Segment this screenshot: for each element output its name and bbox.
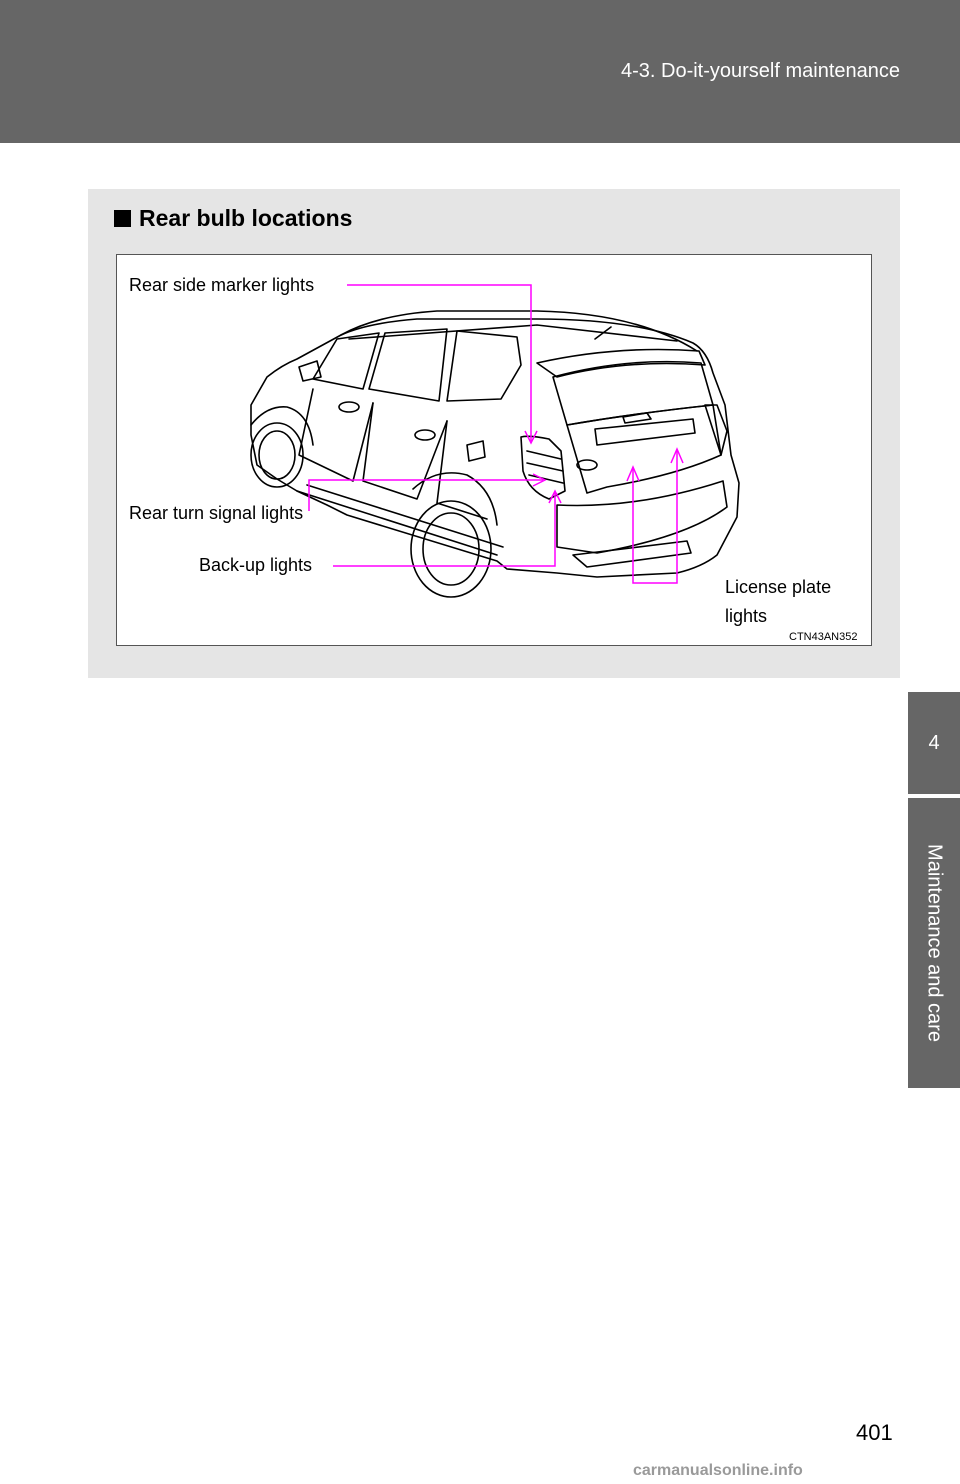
header-band [0, 0, 960, 143]
label-back-up-lights: Back-up lights [199, 555, 313, 575]
page-number: 401 [856, 1420, 893, 1445]
vehicle-illustration [116, 254, 872, 646]
chapter-tab [908, 798, 960, 1088]
watermark-logo: carmanualsonline.info [633, 1462, 803, 1479]
label-license-plate-lights-line2: lights [725, 606, 768, 626]
square-bullet-icon [114, 210, 131, 227]
section-heading-text: Rear bulb locations [139, 205, 353, 231]
label-license-plate-lights-line1: License plate [725, 577, 832, 597]
section-title: 4-3. Do-it-yourself maintenance [620, 60, 900, 82]
callout-rear-side-marker [347, 285, 531, 441]
label-rear-turn-signal-lights: Rear turn signal lights [129, 503, 304, 523]
callout-license-plate [633, 451, 677, 583]
figure-code: CTN43AN352 [789, 631, 858, 643]
suv-outline [251, 311, 739, 597]
chapter-label: Maintenance and care [923, 844, 946, 1042]
chapter-number-tab: 4 [908, 692, 960, 794]
section-heading [114, 205, 352, 232]
label-rear-side-marker-lights: Rear side marker lights [129, 275, 315, 295]
